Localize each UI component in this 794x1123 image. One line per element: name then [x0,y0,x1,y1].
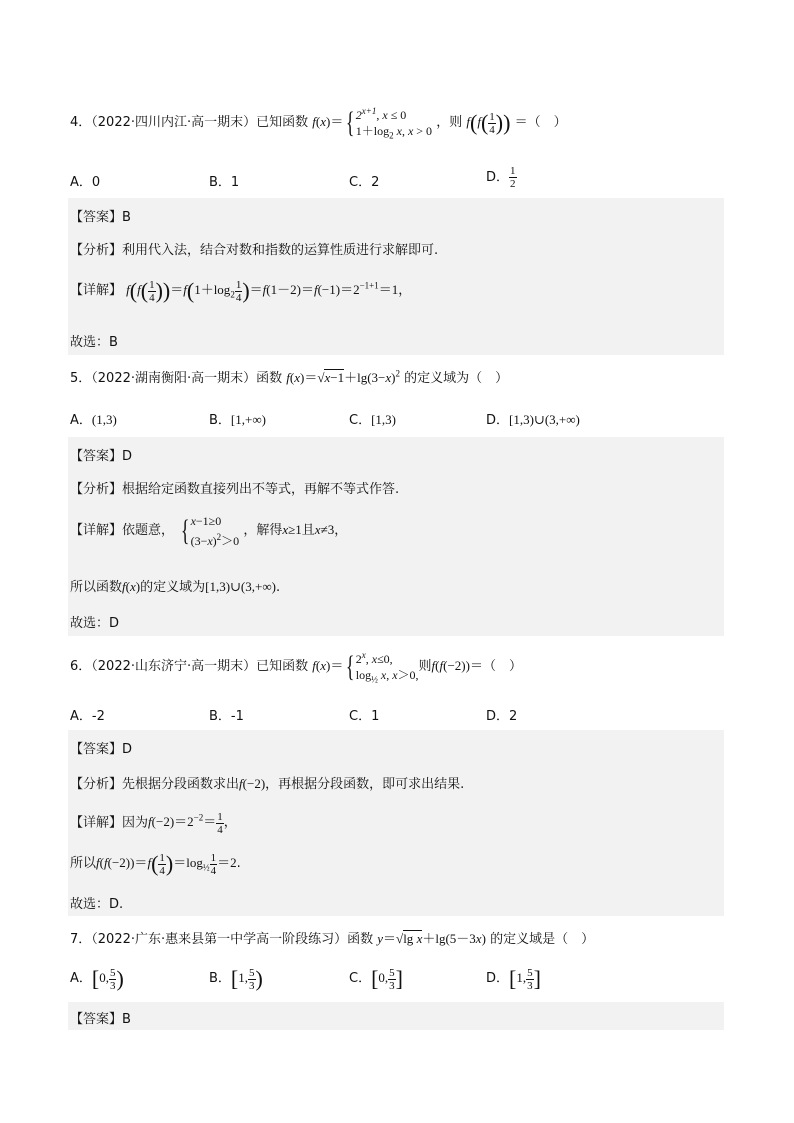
q7-option-b[interactable]: B．[1, $\frac{5}{3}$ ) [209,966,263,992]
q7-option-d[interactable]: D．[1, $\frac{5}{3}$ ] [486,966,541,992]
q5-function-def: $f(x)=√x-1+\lg(3-x)^2$ [286,368,401,385]
q7-answer: 【答案】B [70,1012,131,1027]
q4-function-def: f(x)＝{ $2^{x+1}$, x ≤ 0 $1+\log_2$ x, x > 0 [312,106,433,141]
q7-function-def: y＝√lg x＋lg(5－3x) [377,931,486,946]
q5-analysis: 【分析】根据给定函数直接列出不等式，再解不等式作答. [70,482,400,497]
q4-solution-box [68,198,724,355]
q4-expression: f(f( $\frac{1}{4}$ )) [466,110,511,136]
q4-detail-math: f(f( $\frac{1}{4}$ ))$=f(1+\log_2$ $\frac{1}{4}$ )$=f(1-2)=f(-1)=2^{-1+1}=1$， [126,278,412,304]
q7-solution-box [68,1002,724,1030]
q5-stem: 5．（2022·湖南衡阳·高一期末）函数 $f(x)=√x-1+\lg(3-x)^2$ 的定义域为（ ） [70,368,509,386]
q6-stem: 6．（2022·山东济宁·高一期末）已知函数 f(x)＝{ 2$^x$, x≤0, $\log_{\frac{1}{2}} x$, x＞0, 则f(f(−2))＝（ ） [70,650,522,685]
q6-choose: 故选：D. [70,897,124,912]
q7-stem: 7．（2022·广东·惠来县第一中学高一阶段练习）函数 y＝√lg x＋lg(5－3x) 的定义域是（ ） [70,931,595,947]
q4-choose: 故选：B [70,335,118,350]
q6-option-b[interactable]: B．-1 [209,709,244,724]
q6-option-d[interactable]: D．2 [486,709,518,724]
q4-option-a[interactable]: A．0 [70,175,101,190]
q6-option-a[interactable]: A．-2 [70,709,105,724]
q5-option-d[interactable]: D．[1,3)∪(3,+∞) [486,412,580,428]
q4-stem: 4．（2022·四川内江·高一期末）已知函数 f(x)＝{ $2^{x+1}$, x ≤ 0 $1+\log_2$ x, x > 0 ，则 f(f( $\frac{1}{4}$ )) ＝（ ） [70,106,567,141]
q5-choose: 故选：D [70,616,120,631]
q5-answer: 【答案】D [70,449,133,464]
q7-option-c[interactable]: C．[0, $\frac{5}{3}$ ] [349,966,403,992]
q4-option-c[interactable]: C．2 [349,175,380,190]
q4-option-d[interactable]: D． $\frac{1}{2}$ [486,165,516,190]
q6-analysis: 【分析】先根据分段函数求出f(−2)，再根据分段函数，即可求出结果. [70,776,465,792]
q5-option-c[interactable]: C．[1,3) [349,412,396,428]
q5-option-a[interactable]: A．(1,3) [70,412,117,428]
q6-function-def: f(x)＝{ 2$^x$, x≤0, $\log_{\frac{1}{2}} x$, x＞0, [312,650,419,685]
q4-analysis: 【分析】利用代入法，结合对数和指数的运算性质进行求解即可. [70,243,439,258]
q6-conclusion: 所以f(f(−2))＝f( $\frac{1}{4}$ )$=\log_{\frac{1}{2}}$ $\frac{1}{4}$ ＝2. [70,851,241,877]
q7-option-a[interactable]: A．[0, $\frac{5}{3}$ ) [70,966,124,992]
q4-detail: 【详解】 f(f( $\frac{1}{4}$ ))$=f(1+\log_2$ $\frac{1}{4}$ )$=f(1-2)=f(-1)=2^{-1+1}=1$， [70,278,412,304]
q6-detail: 【详解】因为$f(-2)=2^{-2}=$ $\frac{1}{4}$ ， [70,811,237,836]
q4-option-b[interactable]: B．1 [209,175,240,190]
q6-answer: 【答案】D [70,742,133,757]
q5-detail: 【详解】依题意， { x−1≥0 $(3-x)^2>0$ ，解得x≥1且x≠3， [70,514,348,548]
q4-answer: 【答案】B [70,210,131,225]
q5-option-b[interactable]: B．[1,+∞) [209,412,266,428]
q5-conclusion: 所以函数f(x)的定义域为[1,3)∪(3,+∞). [70,579,281,595]
q5-inequalities: { x−1≥0 $(3-x)^2>0$ [181,514,240,548]
q6-option-c[interactable]: C．1 [349,709,380,724]
